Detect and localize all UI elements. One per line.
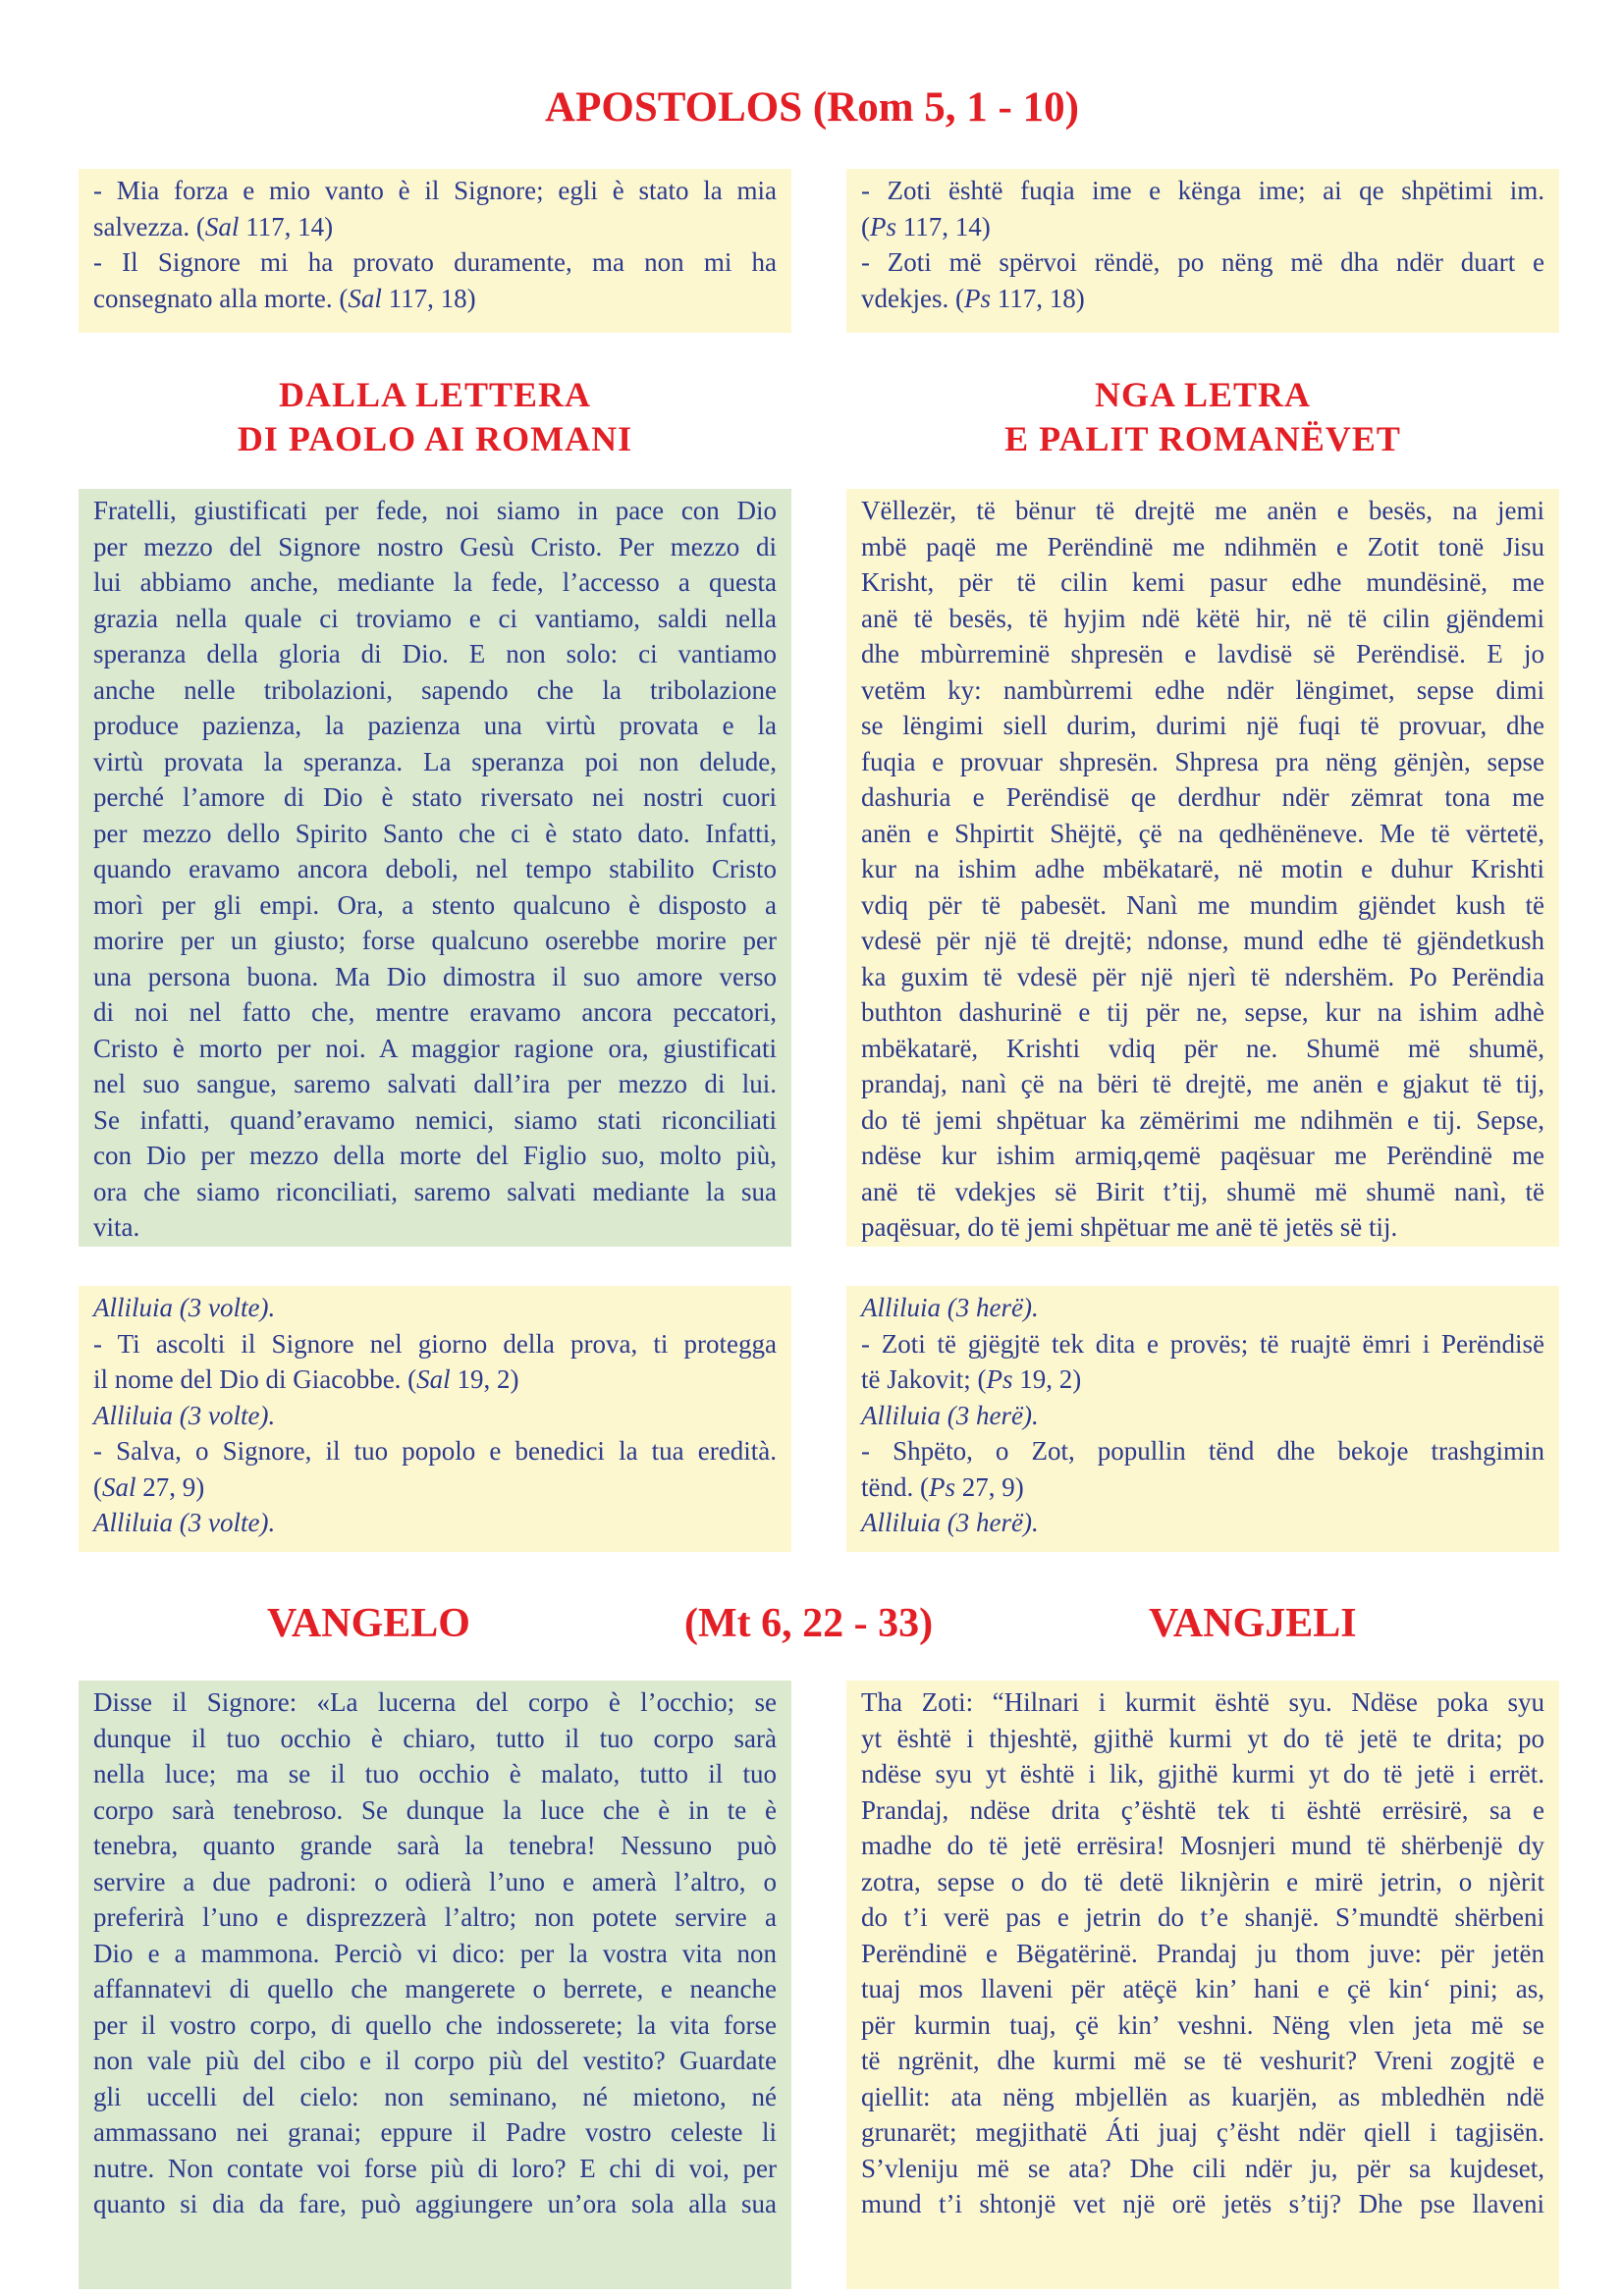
text-line: quando eravamo ancora deboli, nel tempo stabilito Cristo bbox=[93, 854, 777, 883]
text-line: kur na ishim adhe mbëkatarë, në motin e duhur Krishti bbox=[861, 854, 1544, 883]
text-line: morire per un giusto; forse qualcuno oserebbe morire per bbox=[93, 926, 777, 955]
scripture-book-ref: Ps bbox=[928, 1471, 955, 1502]
text-line: anën e Shpirtit Shëjtë, çë na qedhënëneve. Me të vërtetë, bbox=[861, 818, 1544, 848]
text-line bbox=[93, 1505, 777, 1541]
text-line: ka guxim të vdesë për një njerì të ndershëm. Po Perëndia bbox=[861, 961, 1544, 991]
epistle-heading-albanian-line1: NGA LETRA bbox=[1094, 375, 1312, 414]
text-line: Krisht, për të cilin kemi pasur edhe mundësinë, me bbox=[861, 567, 1544, 597]
text-line: tenebra, quanto grande sarà la tenebra! Nessuno può bbox=[93, 1831, 777, 1860]
psalm-box-albanian bbox=[846, 169, 1559, 333]
text-line: speranza della gloria di Dio. E non solo: ci vantiamo bbox=[93, 639, 777, 668]
epistle-box-italian bbox=[79, 489, 791, 1247]
epistle-heading-albanian bbox=[846, 373, 1559, 461]
text-line: Fratelli, giustificati per fede, noi siamo in pace con Dio bbox=[93, 496, 777, 525]
alleluia-refrain: Alliluia (3 volte). bbox=[93, 1293, 276, 1322]
text-line: të ngrënit, dhe kurmi më se të veshurit? Vreni zogjtë e bbox=[861, 2046, 1544, 2075]
line-text: - Zoti më spërvoi rëndë, po nëng më dha ndër duart e bbox=[861, 247, 1544, 277]
line-text: - Mia forza e mio vanto è il Signore; egli è stato la mia bbox=[93, 176, 777, 205]
epistle-heading-italian bbox=[79, 373, 791, 461]
scripture-book-ref: Sal bbox=[348, 283, 382, 313]
text-line: gli uccelli del cielo: non seminano, né mietono, né bbox=[93, 2081, 777, 2111]
text-line: per mezzo del Signore nostro Gesù Cristo. Per mezzo di bbox=[93, 531, 777, 561]
text-line bbox=[861, 1290, 1544, 1326]
alleluia-refrain: Alliluia (3 volte). bbox=[93, 1508, 276, 1537]
scripture-book-ref: Sal bbox=[416, 1364, 451, 1394]
text-line: grazia nella quale ci troviamo e ci vantiamo, saldi nella bbox=[93, 603, 777, 633]
line-text: - Ti ascolti il Signore nel giorno della prova, ti protegga bbox=[93, 1328, 777, 1359]
text-line: anë të vdekjes së Birit t’tij, shumë më shumë nanì, të bbox=[861, 1176, 1544, 1206]
scripture-book-ref: Sal bbox=[102, 1471, 136, 1502]
text-line bbox=[93, 1290, 777, 1326]
scripture-verse-ref: 117, 14) bbox=[896, 211, 991, 241]
text-line: dunque il tuo occhio è chiaro, tutto il tuo corpo sarà bbox=[93, 1723, 777, 1753]
line-text: - Il Signore mi ha provato duramente, ma non mi ha bbox=[93, 247, 777, 277]
text-line: ora che siamo riconciliati, saremo salvati mediante la sua bbox=[93, 1176, 777, 1206]
text-line: ndëse syu yt është i lik, gjithë kurmi yt do të jetë i errët. bbox=[861, 1759, 1544, 1789]
text-line bbox=[93, 244, 777, 281]
epistle-heading-italian-line2: DI PAOLO AI ROMANI bbox=[237, 419, 633, 458]
text-line bbox=[93, 209, 777, 245]
scripture-verse-ref: 117, 14) bbox=[239, 211, 334, 241]
text-line: virtù provata la speranza. La speranza poi non delude, bbox=[93, 746, 777, 776]
text-line: una persona buona. Ma Dio dimostra il suo amore verso bbox=[93, 961, 777, 991]
epistle-heading-albanian-line2: E PALIT ROMANËVET bbox=[1004, 419, 1401, 458]
text-line: fuqia e provuar shpresën. Shpresa pra nëng gënjèn, sepse bbox=[861, 746, 1544, 776]
text-line bbox=[861, 1398, 1544, 1434]
gospel-heading-albanian: VANGJELI bbox=[1149, 1601, 1357, 1646]
text-line: quanto si dia da fare, può aggiungere un’ora sola alla sua bbox=[93, 2189, 777, 2218]
psalm-box-italian bbox=[79, 169, 791, 333]
text-line: lui abbiamo anche, mediante la fede, l’accesso a questa bbox=[93, 567, 777, 597]
text-line: Perëndinë e Bëgatërinë. Prandaj ju thom juve: për jetën bbox=[861, 1938, 1544, 1968]
text-line: Cristo è morto per noi. A maggior ragione ora, giustificati bbox=[93, 1033, 777, 1063]
text-line: qiellit: ata nëng mbjellën as kuarjën, as mbledhën ndë bbox=[861, 2081, 1544, 2111]
text-line: grunarët; megjithatë Áti juaj ç’ësht ndër qiell i tagjisën. bbox=[861, 2117, 1544, 2147]
text-line: mund t’i shtonjë vet një orë jetës s’tij? Dhe pse llaveni bbox=[861, 2189, 1544, 2218]
text-line: do t’i verë pas e jetrin do t’e shanjë. S’mundtë shërbeni bbox=[861, 1902, 1544, 1932]
alleluia-refrain: Alliluia (3 volte). bbox=[93, 1400, 276, 1430]
text-line: ndëse kur ishim armiq,qemë paqësuar me Perëndinë me bbox=[861, 1141, 1544, 1170]
gospel-heading-italian: VANGELO bbox=[267, 1601, 470, 1646]
alleluia-refrain: Alliluia (3 herë). bbox=[861, 1400, 1039, 1430]
text-line: nutre. Non contate voi forse più di loro? E chi di voi, per bbox=[93, 2153, 777, 2183]
text-line: vita. bbox=[93, 1212, 140, 1242]
text-line: vdesë për një të drejtë; ndonse, mund edhe të gjëndetkush bbox=[861, 926, 1544, 955]
text-line: per mezzo dello Spirito Santo che ci è stato dato. Infatti, bbox=[93, 818, 777, 848]
gospel-heading-reference: (Mt 6, 22 - 33) bbox=[684, 1601, 934, 1646]
text-line: zotra, sepse o do të detë liknjèrin e mirë jetrin, o njèrit bbox=[861, 1866, 1544, 1896]
alleluia-refrain: Alliluia (3 herë). bbox=[861, 1508, 1039, 1537]
line-text: consegnato alla morte. ( bbox=[93, 283, 349, 313]
text-line bbox=[93, 1398, 777, 1434]
scripture-verse-ref: 27, 9) bbox=[135, 1471, 205, 1502]
text-line: vetëm ky: nambùrremi edhe ndër lëngimet, sepse dimi bbox=[861, 674, 1544, 705]
text-line: ammassano nei granai; eppure il Padre vostro celeste li bbox=[93, 2117, 777, 2147]
text-line: për kurmin tuaj, çë kin’ veshni. Nëng vlen jeta më se bbox=[861, 2009, 1544, 2040]
text-line: mbë paqë me Perëndinë me ndihmën e Zotit tonë Jisu bbox=[861, 531, 1544, 561]
text-line: anche nelle tribolazioni, sapendo che la tribolazione bbox=[93, 674, 777, 705]
text-line: morì per gli empi. Ora, a stento qualcuno è disposto a bbox=[93, 889, 777, 920]
alleluia-box-albanian bbox=[846, 1286, 1559, 1552]
text-line: tuaj mos llaveni për atëçë kin’ hani e çë kin‘ pini; as, bbox=[861, 1974, 1544, 2003]
text-line: Tha Zoti: “Hilnari i kurmit është syu. Ndëse poka syu bbox=[861, 1687, 1544, 1717]
text-line bbox=[93, 1326, 777, 1362]
text-line: do të jemi shpëtuar ka zëmërimi me ndihmën e tij. Sepse, bbox=[861, 1104, 1544, 1135]
text-line: nella luce; ma se il tuo occhio è malato, tutto il tuo bbox=[93, 1759, 777, 1789]
scripture-book-ref: Ps bbox=[870, 211, 896, 241]
epistle-box-albanian bbox=[846, 489, 1559, 1247]
text-line bbox=[861, 209, 1544, 245]
line-text: ( bbox=[861, 211, 870, 241]
text-line bbox=[861, 1505, 1544, 1541]
alleluia-refrain: Alliluia (3 herë). bbox=[861, 1293, 1039, 1322]
text-line bbox=[93, 1469, 777, 1506]
line-text: ( bbox=[93, 1471, 102, 1502]
text-line: madhe do të jetë errësira! Mosnjeri mund të shërbenjë dy bbox=[861, 1831, 1544, 1860]
text-line: buthton dashurinë e tij për ne, sepse, kur na ishim adhè bbox=[861, 997, 1544, 1027]
alleluia-box-italian bbox=[79, 1286, 791, 1552]
line-text: - Shpëto, o Zot, popullin tënd dhe bekoje trashgimin bbox=[861, 1436, 1544, 1466]
text-line bbox=[861, 173, 1544, 209]
gospel-box-albanian bbox=[846, 1681, 1559, 2289]
scripture-book-ref: Ps bbox=[986, 1364, 1013, 1394]
text-line: affannatevi di quello che mangerete o berrete, e neanche bbox=[93, 1974, 777, 2003]
text-line: con Dio per mezzo della morte del Figlio suo, molto più, bbox=[93, 1141, 777, 1170]
scripture-verse-ref: 117, 18) bbox=[381, 283, 476, 313]
text-line bbox=[861, 281, 1544, 317]
epistle-heading-italian-line1: DALLA LETTERA bbox=[278, 375, 592, 414]
text-line: Se infatti, quand’eravamo nemici, siamo stati riconciliati bbox=[93, 1104, 777, 1135]
text-line: Prandaj, ndëse drita ç’është tek ti është errësirë, sa e bbox=[861, 1794, 1544, 1825]
text-line: non vale più del cibo e il corpo più del vestito? Guardate bbox=[93, 2046, 777, 2075]
line-text: vdekjes. ( bbox=[861, 283, 964, 313]
text-line: anë të besës, të hyjim ndë këtë hir, në të cilin gjëndemi bbox=[861, 603, 1544, 633]
line-text: të Jakovit; ( bbox=[861, 1364, 987, 1394]
text-line bbox=[861, 1469, 1544, 1506]
gospel-box-italian bbox=[79, 1681, 791, 2289]
text-line bbox=[861, 1326, 1544, 1362]
line-text: tënd. ( bbox=[861, 1471, 929, 1502]
text-line: paqësuar, do të jemi shpëtuar me anë të jetës së tij. bbox=[861, 1212, 1398, 1242]
text-line: vdiq për të pabesët. Nanì me mundim gjëndet kush të bbox=[861, 889, 1544, 920]
text-line: S’vleniju më se ata? Dhe cili ndër ju, për sa kujdeset, bbox=[861, 2153, 1544, 2183]
text-line bbox=[93, 281, 777, 317]
scripture-verse-ref: 27, 9) bbox=[954, 1471, 1024, 1502]
page-title: APOSTOLOS (Rom 5, 1 - 10) bbox=[545, 84, 1079, 131]
text-line bbox=[861, 1433, 1544, 1469]
text-line: corpo sarà tenebroso. Se dunque la luce che è in te è bbox=[93, 1794, 777, 1825]
line-text: - Zoti të gjëgjtë tek dita e provës; të ruajtë ëmri i Perëndisë bbox=[861, 1328, 1544, 1359]
text-line: dashuria e Perëndisë qe derdhur ndër zëmrat tona me bbox=[861, 782, 1544, 812]
text-line: mbëkatarë, Krishti vdiq për ne. Shumë më shumë, bbox=[861, 1033, 1544, 1063]
line-text: il nome del Dio di Giacobbe. ( bbox=[93, 1364, 417, 1394]
text-line bbox=[93, 1433, 777, 1469]
scripture-verse-ref: 19, 2) bbox=[450, 1364, 519, 1394]
scripture-verse-ref: 19, 2) bbox=[1012, 1364, 1082, 1394]
line-text: - Salva, o Signore, il tuo popolo e benedici la tua eredità. bbox=[93, 1436, 777, 1466]
text-line: Disse il Signore: «La lucerna del corpo è l’occhio; se bbox=[93, 1687, 777, 1717]
scripture-verse-ref: 117, 18) bbox=[990, 283, 1085, 313]
line-text: salvezza. ( bbox=[93, 211, 205, 241]
text-line: se lëngimi siell durim, durimi një fuqi të provuar, dhe bbox=[861, 711, 1544, 740]
text-line: nel suo sangue, saremo salvati dall’ira per mezzo di lui. bbox=[93, 1069, 777, 1098]
line-text: - Zoti është fuqia ime e kënga ime; ai qe shpëtimi im. bbox=[861, 176, 1544, 205]
text-line: per il vostro corpo, di quello che indosserete; la vita forse bbox=[93, 2009, 777, 2040]
text-line: Vëllezër, të bënur të drejtë me anën e besës, na jemi bbox=[861, 496, 1544, 525]
text-line bbox=[861, 244, 1544, 281]
text-line: servire a due padroni: o odierà l’uno e amerà l’altro, o bbox=[93, 1866, 777, 1896]
text-line: yt është i thjeshtë, gjithë kurmi yt do të jetë te drita; po bbox=[861, 1723, 1544, 1753]
text-line: prandaj, nanì çë na bëri të drejtë, me anën e gjakut të tij, bbox=[861, 1069, 1544, 1098]
text-line: perché l’amore di Dio è stato riversato nei nostri cuori bbox=[93, 782, 777, 812]
scripture-book-ref: Ps bbox=[963, 283, 991, 313]
text-line: dhe mbùrreminë shpresën e lavdisë së Perëndisë. E jo bbox=[861, 639, 1544, 668]
text-line bbox=[93, 1362, 777, 1398]
text-line: preferirà l’uno e disprezzerà l’altro; non potete servire a bbox=[93, 1902, 777, 1932]
scripture-book-ref: Sal bbox=[204, 211, 240, 241]
text-line bbox=[93, 173, 777, 209]
text-line: produce pazienza, la pazienza una virtù provata e la bbox=[93, 711, 777, 740]
text-line: di noi nel fatto che, mentre eravamo ancora peccatori, bbox=[93, 997, 777, 1027]
text-line: Dio e a mammona. Perciò vi dico: per la vostra vita non bbox=[93, 1938, 777, 1968]
text-line bbox=[861, 1362, 1544, 1398]
